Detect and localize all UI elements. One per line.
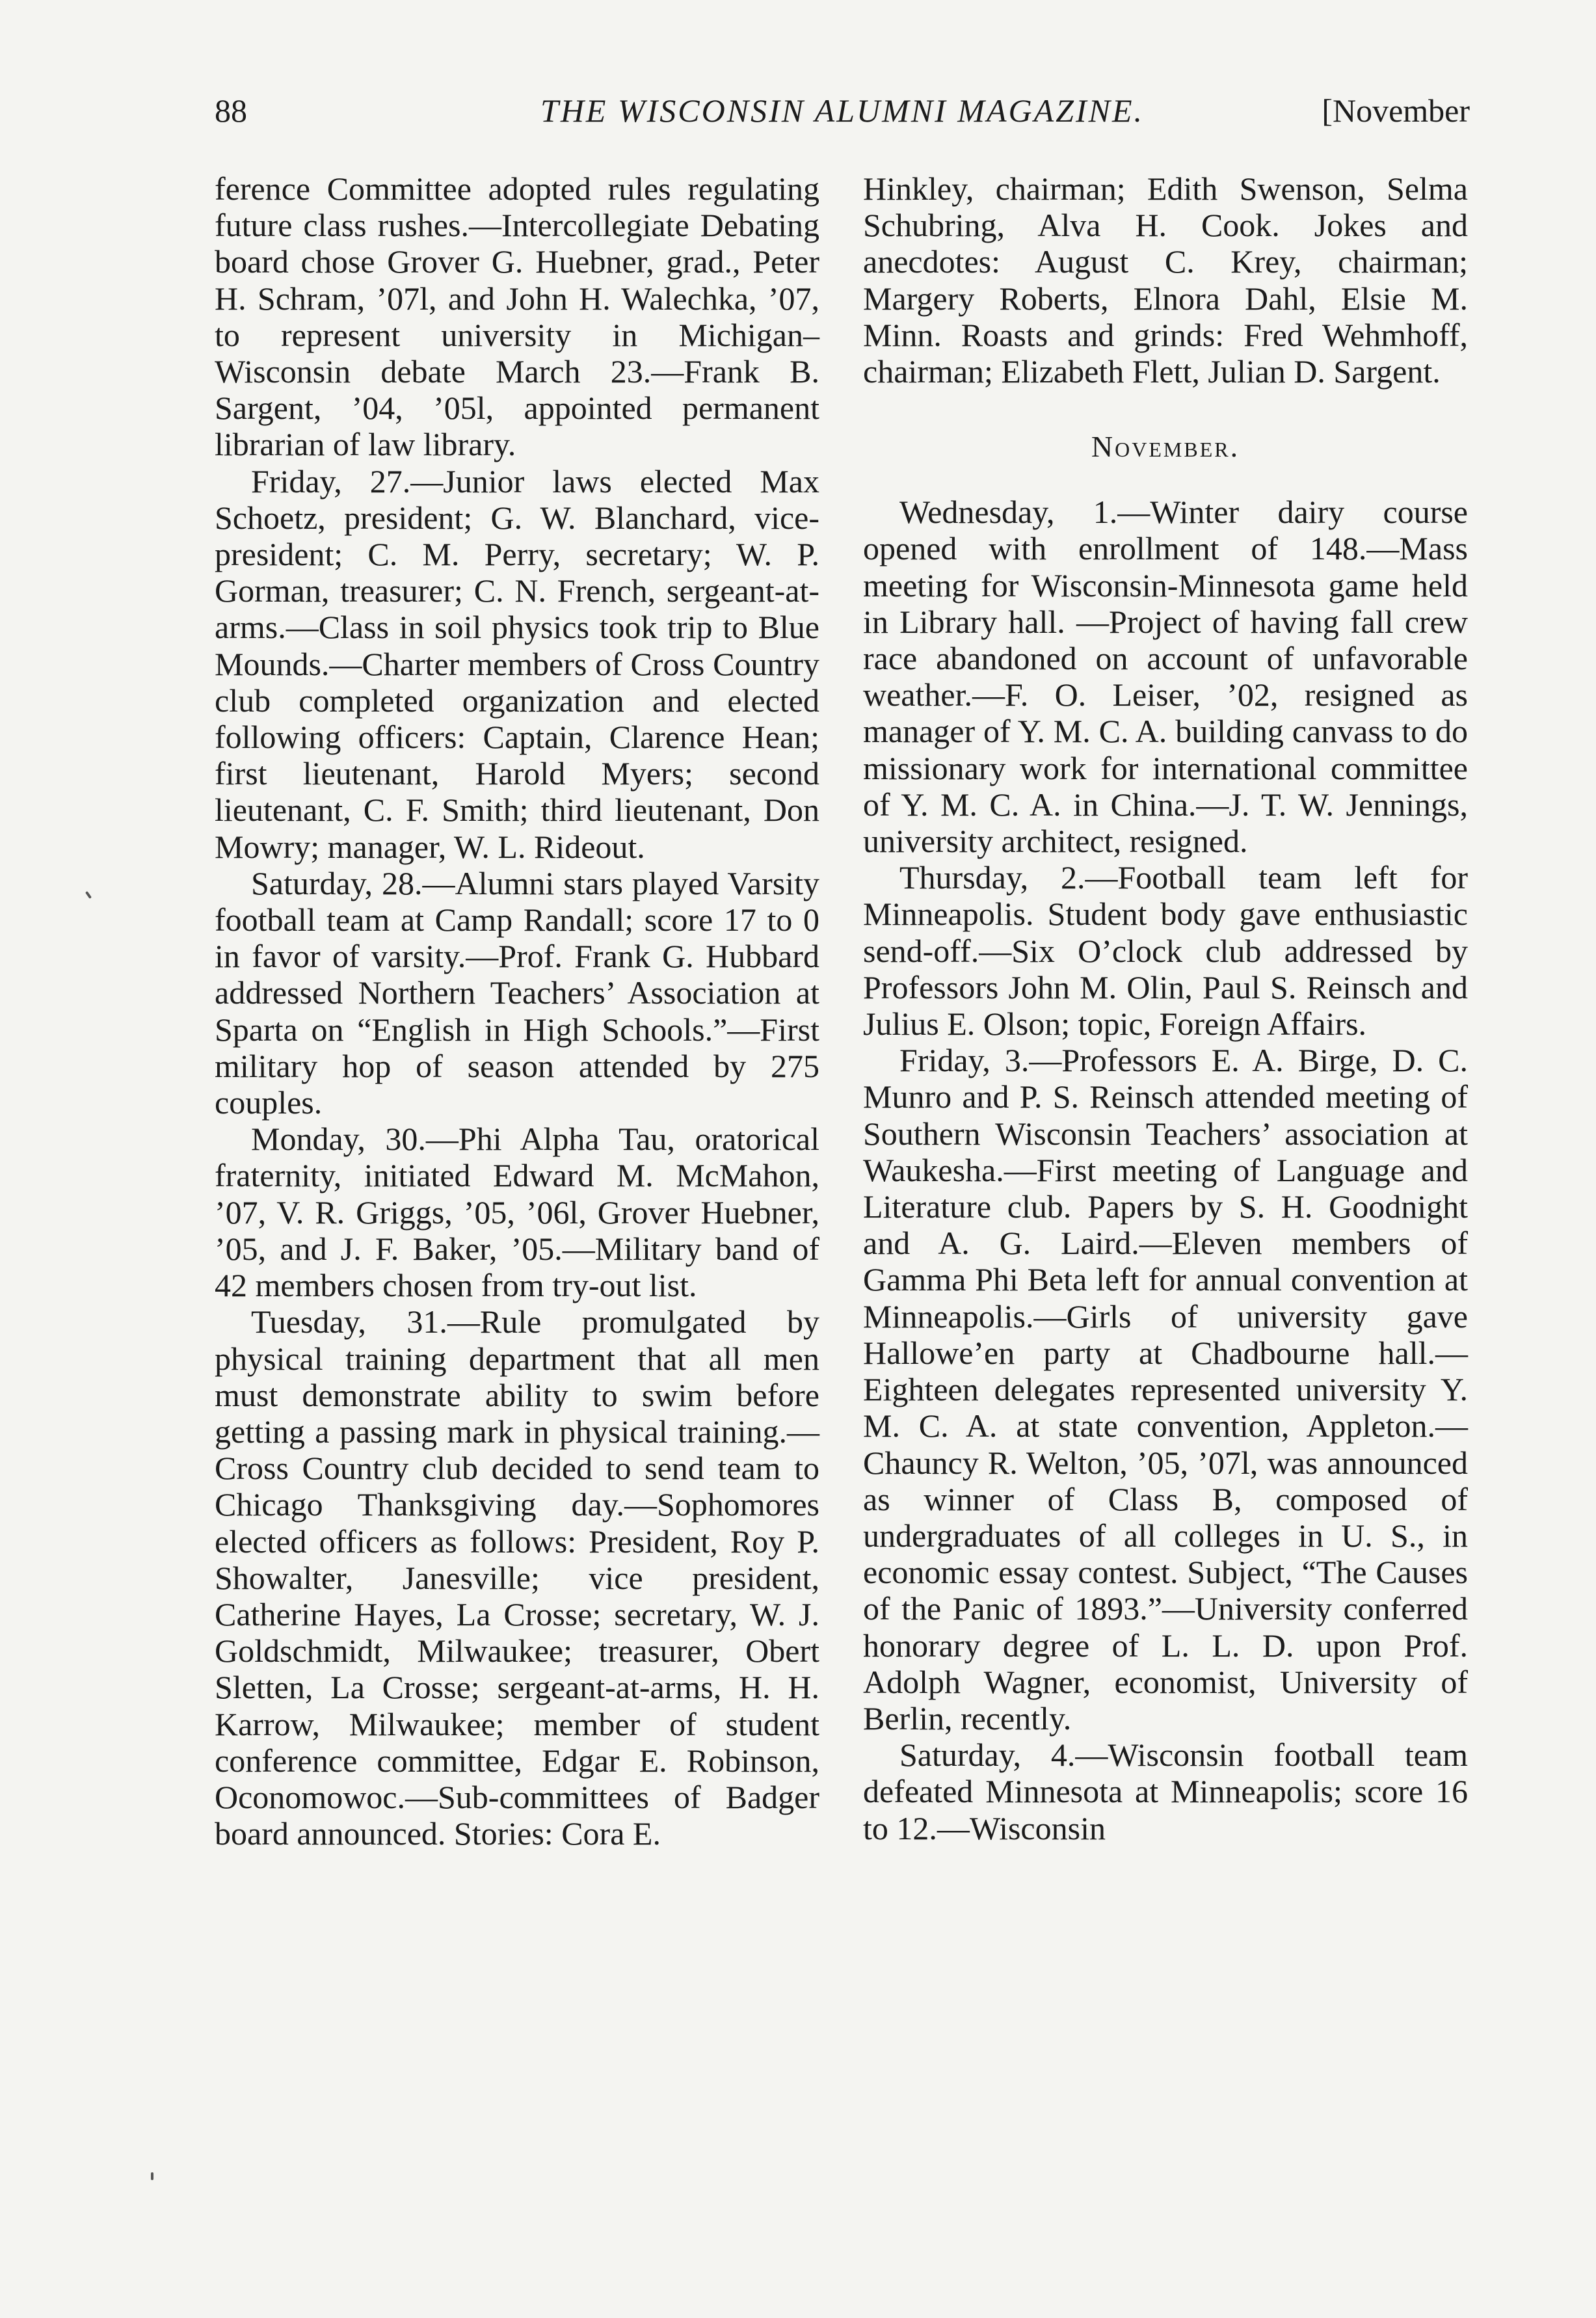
paragraph-saturday-28: Saturday, 28.—Alumni stars played Varsity football team at Camp Randall; score 17 to 0 in favor of varsity.—Prof. Frank G. Hubbard addressed Northern Teachers’ Association at Sparta on “English in High Schools.”—First military hop of season attended by 275 couples.	[215, 864, 819, 1121]
paragraph-thursday-2: Thursday, 2.—Football team left for Minneapolis. Student body gave enthusiastic send-off.—Six O’clock club addressed by Professors John M. Olin, Paul S. Reinsch and Julius E. Olson; topic, Foreign Affairs.	[863, 859, 1468, 1043]
paragraph-friday-27: Friday, 27.—Junior laws elected Max Schoetz, president; G. W. Blanchard, vice-president; C. M. Perry, secretary; W. P. Gorman, treasurer; C. N. French, sergeant-at-arms.—Class in soil physics took trip to Blue Mounds.—Charter members of Cross Country club completed organization and elected following officers: Captain, Clarence Hean; first lieutenant, Harold Myers; second lieutenant, C. F. Smith; third lieutenant, Don Mowry; manager, W. L. Rideout.	[215, 462, 819, 865]
paragraph-friday-3: Friday, 3.—Professors E. A. Birge, D. C. Munro and P. S. Reinsch attended meeting of Southern Wisconsin Teachers’ association at Waukesha.—First meeting of Language and Literature club. Papers by S. H. Goodnight and A. G. Laird.—Eleven members of Gamma Phi Beta left for annual convention at Minneapolis.—Girls of university gave Hallowe’en party at Chadbourne hall.—Eighteen delegates represented university Y. M. C. A. at state convention, Appleton.—Chauncy R. Welton, ’05, ’07l, was announced as winner of Class B, composed of undergraduates of all colleges in U. S., in economic essay contest. Subject, “The Causes of the Panic of 1893.”—University conferred honorary degree of L. L. D. upon Prof. Adolph Wagner, economist, University of Berlin, recently.	[863, 1042, 1468, 1737]
page-number: 88	[215, 92, 247, 129]
stray-ink-mark	[85, 891, 92, 899]
paragraph-tuesday-31: Tuesday, 31.—Rule promulgated by physical training department that all men must demonstrate ability to swim before getting a passing mark in physical training.—Cross Country club decided to send team to Chicago Thanksgiving day.—Sophomores elected officers as follows: President, Roy P. Showalter, Janesville; vice president, Catherine Hayes, La Crosse; secretary, W. J. Goldschmidt, Milwaukee; treasurer, Obert Sletten, La Crosse; sergeant-at-arms, H. H. Karrow, Milwaukee; member of student conference committee, Edgar E. Robinson, Oconomowoc.—Sub-committees of Badger board announced. Stories: Cora E.	[215, 1303, 819, 1852]
section-heading-november: November.	[1091, 430, 1240, 464]
paragraph-monday-30: Monday, 30.—Phi Alpha Tau, oratorical fraternity, initiated Edward M. McMahon, ’07, V. R. Griggs, ’05, ’06l, Grover Huebner, ’05, and J. F. Baker, ’05.—Military band of 42 members chosen from try-out list.	[215, 1121, 819, 1304]
issue-month: [November	[1322, 92, 1470, 129]
left-column	[215, 170, 819, 1852]
paragraph-wednesday-1: Wednesday, 1.—Winter dairy course opened with enrollment of 148.—Mass meeting for Wisconsin-Minnesota game held in Library hall. —Project of having fall crew race abandoned on account of unfavorable weather.—F. O. Leiser, ’02, resigned as manager of Y. M. C. A. building canvass to do missionary work for international committee of Y. M. C. A. in China.—J. T. W. Jennings, university architect, resigned.	[863, 494, 1468, 860]
stray-ink-mark	[151, 2172, 153, 2180]
paragraph-badger-committees: Hinkley, chairman; Edith Swenson, Selma Schubring, Alva H. Cook. Jokes and anecdotes: August C. Krey, chairman; Margery Roberts, Elnora Dahl, Elsie M. Minn. Roasts and grinds: Fred Wehmhoff, chairman; Elizabeth Flett, Julian D. Sargent.	[863, 170, 1468, 390]
paragraph-saturday-4: Saturday, 4.—Wisconsin football team defeated Minnesota at Minneapolis; score 16 to 12.—Wisconsin	[863, 1737, 1468, 1846]
page-header	[215, 85, 1470, 137]
paragraph-continuation: ference Committee adopted rules regulating future class rushes.—Intercollegiate Debating board chose Grover G. Huebner, grad., Peter H. Schram, ’07l, and John H. Walechka, ’07, to represent university in Michigan–Wisconsin debate March 23.—Frank B. Sargent, ’04, ’05l, appointed permanent librarian of law library.	[215, 170, 819, 463]
right-column	[863, 170, 1468, 1846]
journal-title: THE WISCONSIN ALUMNI MAGAZINE.	[540, 92, 1144, 129]
